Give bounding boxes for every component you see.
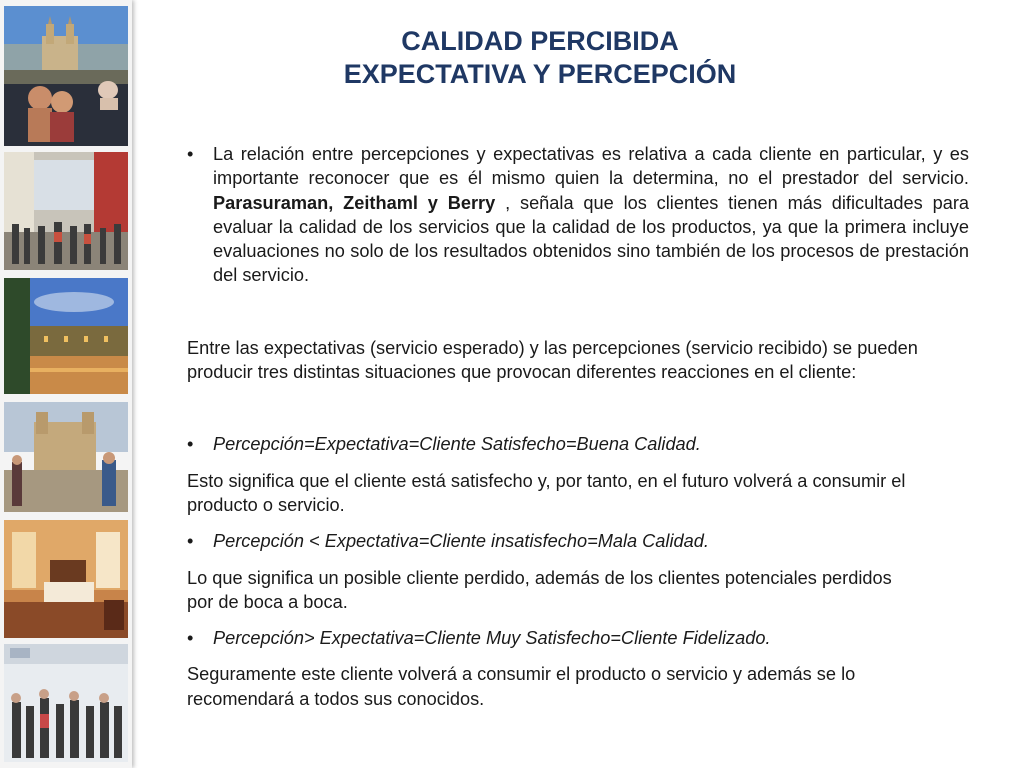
bullet-icon: • bbox=[187, 628, 194, 649]
title-line-1: CALIDAD PERCIBIDA bbox=[401, 26, 679, 56]
slide-body bbox=[187, 142, 969, 711]
case-2-formula: Percepción < Expectativa=Cliente insatisfecho=Mala Calidad. bbox=[213, 531, 709, 552]
photo-strip bbox=[0, 0, 132, 768]
intro-bullet bbox=[187, 142, 969, 288]
intro-text-1: La relación entre percepciones y expectativas es relativa a cada cliente en particular, y es importante reconocer que es él mismo quien la determina, no el prestador del servicio. bbox=[213, 144, 969, 189]
slide-title bbox=[230, 25, 850, 91]
case-2-explanation: Lo que significa un posible cliente perdido, además de los clientes potenciales perdidos por de boca a boca. bbox=[187, 567, 892, 612]
photo-crowd bbox=[4, 644, 128, 762]
case-1-bullet bbox=[187, 432, 969, 456]
photo-street bbox=[4, 152, 128, 270]
case-3-bullet bbox=[187, 626, 969, 650]
photo-church bbox=[4, 402, 128, 512]
intro-paragraph bbox=[213, 142, 969, 288]
bullet-icon: • bbox=[187, 144, 194, 164]
situations-intro: Entre las expectativas (servicio esperado) y las percepciones (servicio recibido) se pueden producir tres distintas situaciones que provocan diferentes reacciones en el cliente: bbox=[187, 337, 918, 383]
case-1-explanation: Esto significa que el cliente está satisfecho y, por tanto, en el futuro volverá a consumir el producto o servicio. bbox=[187, 470, 906, 515]
photo-courtyard bbox=[4, 278, 128, 394]
bullet-icon: • bbox=[187, 434, 194, 455]
photo-cathedral-pool bbox=[4, 6, 128, 146]
bullet-icon: • bbox=[187, 531, 194, 552]
intro-text-2: , señala que los clientes tienen más dificultades para evaluar la calidad de los servicios que la calidad de los productos, ya que la primera incluye evaluaciones no solo de los resultados obtenidos sino también de los procesos de prestación del servicio. bbox=[213, 192, 969, 286]
case-3-explanation: Seguramente este cliente volverá a consumir el producto o servicio y además se lo recomendará a todos sus conocidos. bbox=[187, 664, 856, 709]
photo-hotel-room bbox=[4, 520, 128, 638]
case-2-bullet bbox=[187, 529, 969, 553]
case-1-formula: Percepción=Expectativa=Cliente Satisfecho=Buena Calidad. bbox=[213, 434, 701, 455]
intro-authors: Parasuraman, Zeithaml y Berry bbox=[213, 192, 496, 213]
case-3-formula: Percepción> Expectativa=Cliente Muy Satisfecho=Cliente Fidelizado. bbox=[213, 628, 771, 649]
title-line-2: EXPECTATIVA Y PERCEPCIÓN bbox=[343, 59, 737, 89]
